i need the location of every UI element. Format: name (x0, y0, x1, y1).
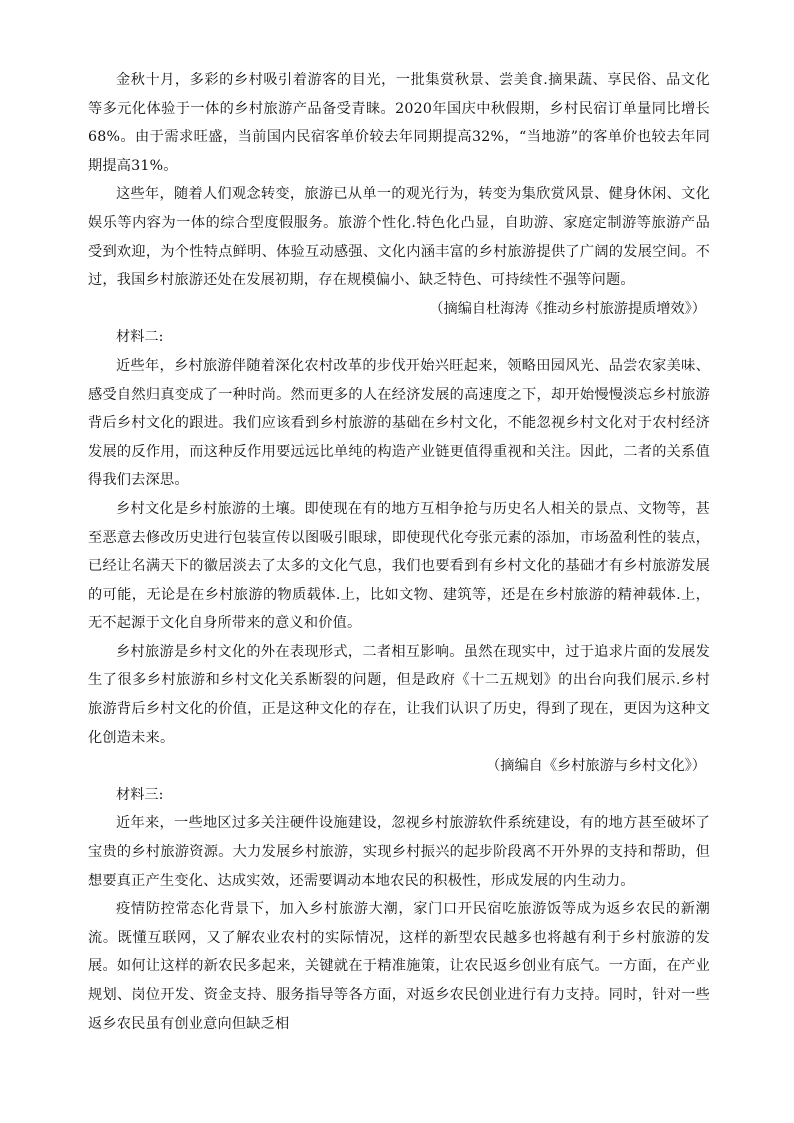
material1-paragraph-2: 这些年，随着人们观念转变，旅游已从单一的观光行为，转变为集欣赏风景、健身休闲、文化娱乐等内容为一体的综合型度假服务。旅游个性化.特色化凸显，自助游、家庭定制游等旅游产品受到欢迎，为个性特点鲜明、体验互动感强、文化内涵丰富的乡村旅游提供了广阔的发展空间。不过，我国乡村旅游还处在发展初期，存在规模偏小、缺乏特色、可持续性不强等问题。 (88, 186, 710, 289)
material2-paragraph-2: 乡村文化是乡村旅游的土壤。即使现在有的地方互相争抢与历史名人相关的景点、文物等，甚至恶意去修改历史进行包装宣传以图吸引眼球，即使现代化夸张元素的添加，市场盈利性的装点，已经让名满天下的徽居淡去了太多的文化气息，我们也要看到有乡村文化的基础才有乡村旅游发展的可能，无论是在乡村旅游的物质载体.上，比如文物、建筑等，还是在乡村旅游的精神载体.上，无不起源于文化自身所带来的意义和价值。 (88, 500, 710, 632)
material3-label: 材料三: (116, 786, 164, 803)
material3-paragraph-1: 近年来，一些地区过多关注硬件设施建设，忽视乡村旅游软件系统建设，有的地方甚至破坏了宝贵的乡村旅游资源。大力发展乡村旅游，实现乡村振兴的起步阶段离不开外界的支持和帮助，但想要真正产生变化、达成实效，还需要调动本地农民的积极性，形成发展的内生动力。 (88, 815, 710, 889)
material2-paragraph-1: 近些年，乡村旅游伴随着深化农村改革的步伐开始兴旺起来，领略田园风光、品尝农家美味、感受自然归真变成了一种时尚。然而更多的人在经济发展的高速度之下，却开始慢慢淡忘乡村旅游背后乡村文化的跟进。我们应该看到乡村旅游的基础在乡村文化，不能忽视乡村文化对于农村经济发展的反作用，而这种反作用要远远比单纯的构造产业链更值得重视和关注。因此，二者的关系值得我们去深思。 (88, 357, 710, 489)
document-page (88, 66, 710, 1038)
material2-source: （摘编自《乡村旅游与乡村文化》） (486, 758, 706, 775)
material2-paragraph-3: 乡村旅游是乡村文化的外在表现形式，二者相互影响。虽然在现实中，过于追求片面的发展发生了很多乡村旅游和乡村文化关系断裂的问题，但是政府《十二五规划》的出台向我们展示.乡村旅游背后乡村文化的价值，正是这种文化的存在，让我们认识了历史，得到了现在，更因为这种文化创造未来。 (88, 643, 710, 746)
material1-source: （摘编自杜海涛《推动乡村旅游提质增效》） (429, 300, 706, 317)
material3-paragraph-2: 疫情防控常态化背景下，加入乡村旅游大潮，家门口开民宿吃旅游饭等成为返乡农民的新潮流。既懂互联网，又了解农业农村的实际情况，这样的新型农民越多也将越有利于乡村旅游的发展。如何让这样的新农民多起来，关键就在于精准施策，让农民返乡创业有底气。一方面，在产业规划、岗位开发、资金支持、服务指导等各方面，对返乡农民创业进行有力支持。同时，针对一些返乡农民虽有创业意向但缺乏相 (88, 901, 710, 1032)
material1-paragraph-1: 金秋十月，多彩的乡村吸引着游客的目光，一批集赏秋景、尝美食.摘果蔬、享民俗、品文化等多元化体验于一体的乡村旅游产品备受青睐。2020年国庆中秋假期，乡村民宿订单量同比增长68%。由于需求旺盛，当前国内民宿客单价较去年同期提高32%，“当地游”的客单价也较去年同期提高31%。 (88, 72, 710, 174)
material2-label: 材料二: (116, 329, 164, 346)
